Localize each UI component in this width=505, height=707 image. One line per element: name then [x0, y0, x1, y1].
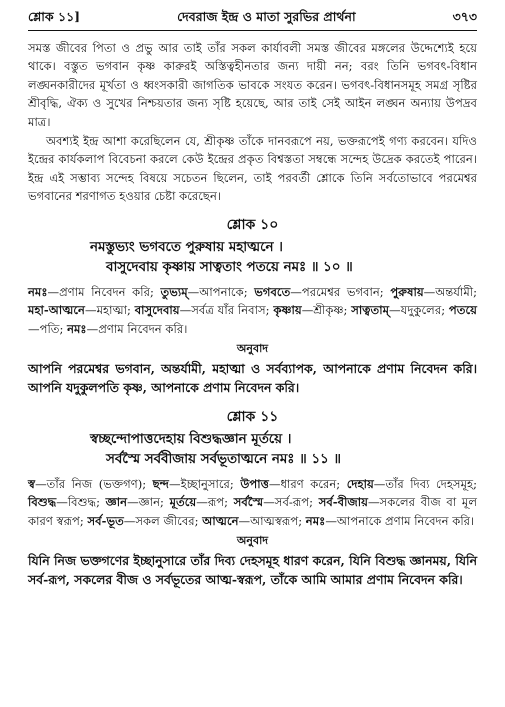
translation-text: আপনি পরমেশ্বর ভগবান, অন্তর্যামী, মহাত্মা ও সর্বব্যাপক, আপনাকে প্রণাম নিবেদন করি। আপনি যদুকুলপতি কৃষ্ণ, আপনাকে প্রণাম নিবেদন করি।	[28, 360, 477, 396]
synonym-term: নমঃ	[28, 284, 48, 299]
synonym-term: মূর্তয়ে	[169, 495, 197, 510]
synonym-meaning: —সর্ব-রূপ;	[263, 495, 319, 510]
word-meanings	[28, 283, 477, 339]
synonym-term: দেহায়	[346, 476, 374, 491]
synonym-meaning: —পতি;	[28, 321, 68, 336]
synonym-meaning: —সকলের বীজ বা মূল কারণ স্বরূপ;	[28, 495, 477, 528]
synonym-meaning: —রূপ;	[196, 495, 234, 510]
synonym-meaning: —বিশুদ্ধ;	[56, 495, 106, 510]
synonym-meaning: —সর্বত্র যাঁর নিবাস;	[179, 303, 274, 318]
sloka-heading: শ্লোক ১১	[226, 408, 279, 425]
sloka-heading: শ্লোক ১০	[226, 216, 279, 233]
verse-line: স্বচ্ছন্দোপাত্তদেহায় বিশুদ্ধজ্ঞান মূর্তয়ে ।	[90, 430, 292, 447]
synonym-term: মহা-আত্মনে	[28, 303, 85, 318]
word-meanings	[28, 475, 477, 531]
synonym-term: ছন্দ	[152, 476, 169, 491]
synonym-term: সাত্বতাম্	[351, 303, 390, 318]
purport-paragraph: সমস্ত জীবের পিতা ও প্রভু আর তাই তাঁর সকল কার্যাবলী সমস্ত জীবের মঙ্গলের উদ্দেশ্যেই হয়ে থাকে। বস্তুত ভগবান কৃষ্ণ কারুরই অস্তিত্বহীনতার জন্য দায়ী নন; বরং তিনি ভগবৎ-বিধান লঙ্ঘনকারীদের মূর্খতা ও ধ্বংসকারী জাগতিক ভাবকে সংযত করেন। ভগবৎ-বিধানসমূহ সমগ্র সৃষ্টির শ্রীবৃদ্ধি, ঐক্য ও সুখের নিশ্চয়তার জন্য সৃষ্টি হয়েছে, আর তাই সেই আইন লঙ্ঘন অন্যায় উপদ্রব মাত্র।	[28, 40, 477, 129]
synonym-meaning: —আপনাকে;	[187, 284, 255, 299]
synonym-meaning: —অন্তর্যামী;	[423, 284, 477, 299]
synonym-meaning: —ধারণ করেন;	[268, 476, 347, 491]
synonym-term: বিশুদ্ধ	[28, 495, 57, 510]
verse-line: নমস্তুভ্যং ভগবতে পুরুষায় মহাত্মনে ।	[90, 238, 283, 255]
header-chapter-title: দেবরাজ ইন্দ্র ও মাতা সুরভির প্রার্থনা	[177, 9, 356, 24]
header-verse-ref: শ্লোক ১১]	[28, 9, 81, 24]
synonym-term: তুভ্যম্	[160, 284, 188, 299]
synonym-meaning: —মহাত্মা;	[84, 303, 135, 318]
translation-label: অনুবাদ	[236, 534, 269, 548]
synonym-term: সর্ব-ভূত	[87, 513, 124, 528]
synonym-term: উপাত্ত	[240, 476, 269, 491]
translation-text: যিনি নিজ ভক্তগণের ইচ্ছানুসারে তাঁর দিব্য দেহসমূহ ধারণ করেন, যিনি বিশুদ্ধ জ্ঞানময়, যিনি সর্ব-রূপ, সকলের বীজ ও সর্বভূতের আত্ম-স্বরূপ, তাঁকে আমি আমার প্রণাম নিবেদন করি।	[28, 552, 477, 588]
synonym-term: সর্বস্মৈ	[233, 495, 264, 510]
synonym-term: নমঃ	[305, 513, 326, 528]
translation-label: অনুবাদ	[236, 342, 269, 356]
verse-line: সর্বস্মৈ সর্ববীজায় সর্বভূতাত্মনে নমঃ ॥ ১১ ॥	[106, 450, 341, 467]
synonym-meaning: —শ্রীকৃষ্ণ;	[301, 303, 352, 318]
synonym-meaning: —জ্ঞান;	[127, 495, 170, 510]
synonym-meaning: —আপনাকে প্রণাম নিবেদন করি।	[325, 513, 475, 528]
synonym-meaning: —তাঁর নিজ (ভক্তগণ);	[35, 476, 153, 491]
verse-line: বাসুদেবায় কৃষ্ণায় সাত্বতাং পতয়ে নমঃ ॥ ১০ ॥	[106, 258, 353, 275]
synonym-meaning: —ইচ্ছানুসারে;	[168, 476, 241, 491]
page-number: ৩৭৩	[452, 9, 477, 24]
synonym-meaning: —পরমেশ্বর ভগবান;	[290, 284, 391, 299]
synonym-meaning: —আত্মস্বরূপ;	[238, 513, 306, 528]
synonym-term: জ্ঞান	[105, 495, 128, 510]
running-header	[28, 8, 477, 31]
synonym-term: আত্মনে	[202, 513, 239, 528]
synonym-term: কৃষ্ণায়	[273, 303, 302, 318]
synonym-meaning: —সকল জীবের;	[123, 513, 203, 528]
purport-paragraph: অবশ্যই ইন্দ্র আশা করেছিলেন যে, শ্রীকৃষ্ণ তাঁকে দানবরূপে নয়, ভক্তরূপেই গণ্য করবেন। যদিও ইন্দ্রের কার্যকলাপ বিবেচনা করলে কেউ ইন্দ্রের প্রকৃত বিশ্বস্ততা সম্বন্ধে সন্দেহ উদ্রেক করতেই পারেন। ইন্দ্র এই সম্ভাব্য সন্দেহ বিষয়ে সচেতন ছিলেন, তাই পরবর্তী শ্লোকে তিনি সর্বতোভাবে পরমেশ্বর ভগবানের শরণাগত হওয়ার চেষ্টা করেছেন।	[28, 133, 477, 204]
synonym-meaning: —প্রণাম নিবেদন করি;	[47, 284, 161, 299]
synonym-meaning: —প্রণাম নিবেদন করি।	[86, 321, 188, 336]
synonym-term: বাসুদেবায়	[134, 303, 180, 318]
synonym-term: নমঃ	[67, 321, 87, 336]
synonym-term: সর্ব-বীজায়	[318, 495, 368, 510]
synonym-term: ভগবতে	[254, 284, 291, 299]
synonym-term: স্ব	[28, 476, 36, 491]
synonym-term: পতয়ে	[448, 303, 477, 318]
synonym-meaning: —যদুকুলের;	[389, 303, 449, 318]
synonym-meaning: —তাঁর দিব্য দেহসমূহ;	[373, 476, 478, 491]
synonym-term: পুরুষায়	[390, 284, 424, 299]
